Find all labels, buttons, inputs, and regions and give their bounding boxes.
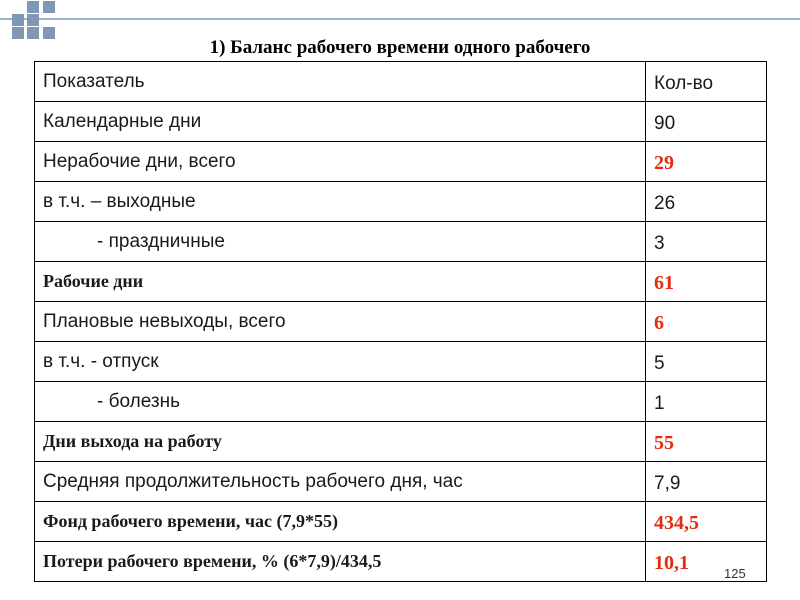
deco-square-1: [12, 14, 24, 26]
row-label-cell: - праздничные: [35, 222, 646, 262]
row-value-cell: 5: [646, 342, 767, 382]
row-label-cell: Потери рабочего времени, % (6*7,9)/434,5: [35, 542, 646, 582]
table-row: [35, 382, 767, 422]
row-label-cell: в т.ч. - отпуск: [35, 342, 646, 382]
table-row: [35, 502, 767, 542]
row-label-cell: в т.ч. – выходные: [35, 182, 646, 222]
table-row: [35, 542, 767, 582]
deco-square-3: [27, 14, 39, 26]
row-value-cell: 1: [646, 382, 767, 422]
table-header-row: [35, 62, 767, 102]
row-value-cell: 7,9: [646, 462, 767, 502]
row-value-cell: 3: [646, 222, 767, 262]
row-label-cell: Нерабочие дни, всего: [35, 142, 646, 182]
header-label-cell: Показатель: [35, 62, 646, 102]
row-label-cell: Рабочие дни: [35, 262, 646, 302]
row-label-cell: Календарные дни: [35, 102, 646, 142]
table-row: [35, 302, 767, 342]
table-row: [35, 342, 767, 382]
row-label-cell: - болезнь: [35, 382, 646, 422]
table-row: [35, 102, 767, 142]
row-value-cell: 90: [646, 102, 767, 142]
slide-title: 1) Баланс рабочего времени одного рабочего: [209, 37, 591, 58]
row-label-cell: Дни выхода на работу: [35, 422, 646, 462]
row-label-cell: Плановые невыходы, всего: [35, 302, 646, 342]
row-value-cell: 6: [646, 302, 767, 342]
table-row: [35, 222, 767, 262]
row-value-cell: 55: [646, 422, 767, 462]
row-value-cell: 10,1: [646, 542, 767, 582]
deco-square-5: [43, 1, 55, 13]
row-label-cell: Средняя продолжительность рабочего дня, час: [35, 462, 646, 502]
table-row: [35, 262, 767, 302]
header-value-cell: Кол-во: [646, 62, 767, 102]
working-time-balance-table: [34, 61, 767, 582]
row-value-cell: 434,5: [646, 502, 767, 542]
row-value-cell: 26: [646, 182, 767, 222]
deco-square-2: [27, 1, 39, 13]
row-value-cell: 29: [646, 142, 767, 182]
page-number: 125: [724, 566, 746, 581]
table-row: [35, 182, 767, 222]
table-row: [35, 142, 767, 182]
table-row: [35, 422, 767, 462]
row-label-cell: Фонд рабочего времени, час (7,9*55): [35, 502, 646, 542]
table-body: [35, 62, 767, 582]
row-value-cell: 61: [646, 262, 767, 302]
table-row: [35, 462, 767, 502]
